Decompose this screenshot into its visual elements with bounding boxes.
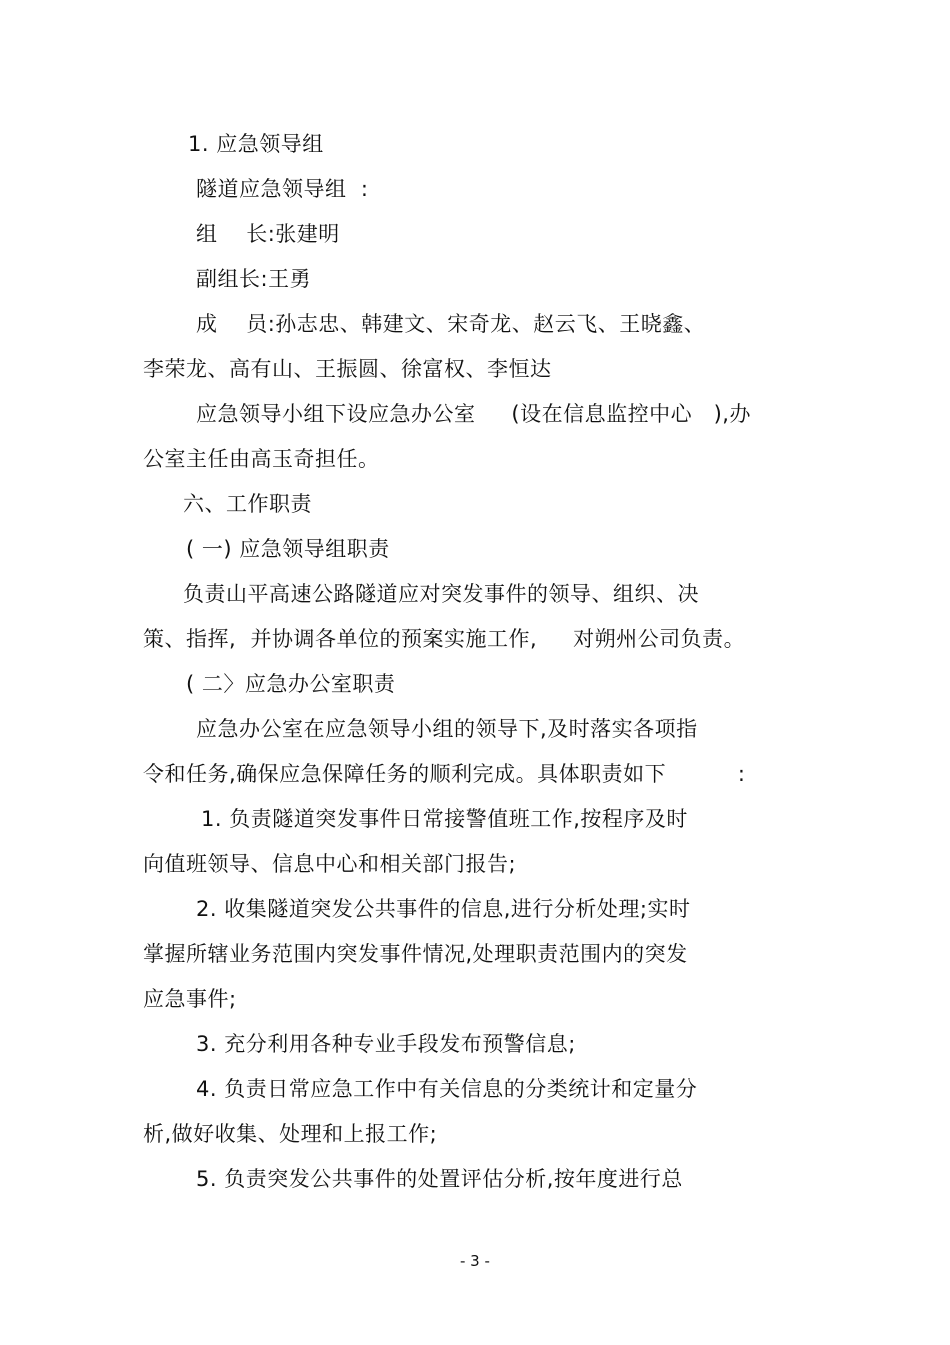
text-line: 公室主任由高玉奇担任。 xyxy=(143,447,380,471)
subsection-heading: ( 一) 应急领导组职责 xyxy=(186,537,390,561)
list-item: 5. 负责突发公共事件的处置评估分析,按年度进行总 xyxy=(196,1167,683,1191)
text-line: 李荣龙、高有山、王振圆、徐富权、李恒达 xyxy=(143,357,552,381)
text-line: 令和任务,确保应急保障任务的顺利完成。具体职责如下 : xyxy=(143,762,746,786)
subsection-heading: ( 二〉应急办公室职责 xyxy=(186,672,396,696)
text-line: 掌握所辖业务范围内突发事件情况,处理职责范围内的突发 xyxy=(143,942,688,966)
list-item: 1. 负责隧道突发事件日常接警值班工作,按程序及时 xyxy=(201,807,688,831)
text-line: 隧道应急领导组 : xyxy=(196,177,369,201)
text-line: 应急领导小组下设应急办公室 (设在信息监控中心 ),办 xyxy=(196,402,751,426)
section-heading: 六、工作职责 xyxy=(183,492,312,516)
list-item: 2. 收集隧道突发公共事件的信息,进行分析处理;实时 xyxy=(196,897,691,921)
text-line: 应急事件; xyxy=(143,987,237,1011)
list-item: 3. 充分利用各种专业手段发布预警信息; xyxy=(196,1032,576,1056)
text-line: 应急办公室在应急领导小组的领导下,及时落实各项指 xyxy=(196,717,698,741)
list-item: 4. 负责日常应急工作中有关信息的分类统计和定量分 xyxy=(196,1077,698,1101)
text-line: 副组长:王勇 xyxy=(196,267,312,291)
text-line: 策、指挥, 并协调各单位的预案实施工作, 对朔州公司负责。 xyxy=(143,627,746,651)
text-line: 成 员:孙志忠、韩建文、宋奇龙、赵云飞、王晓鑫、 xyxy=(196,312,706,336)
section-heading: 1. 应急领导组 xyxy=(188,132,324,156)
text-line: 析,做好收集、处理和上报工作; xyxy=(143,1122,438,1146)
text-line: 向值班领导、信息中心和相关部门报告; xyxy=(143,852,517,876)
page-number: - 3 - xyxy=(460,1252,490,1270)
text-line: 负责山平高速公路隧道应对突发事件的领导、组织、决 xyxy=(183,582,699,606)
text-line: 组 长:张建明 xyxy=(196,222,340,246)
